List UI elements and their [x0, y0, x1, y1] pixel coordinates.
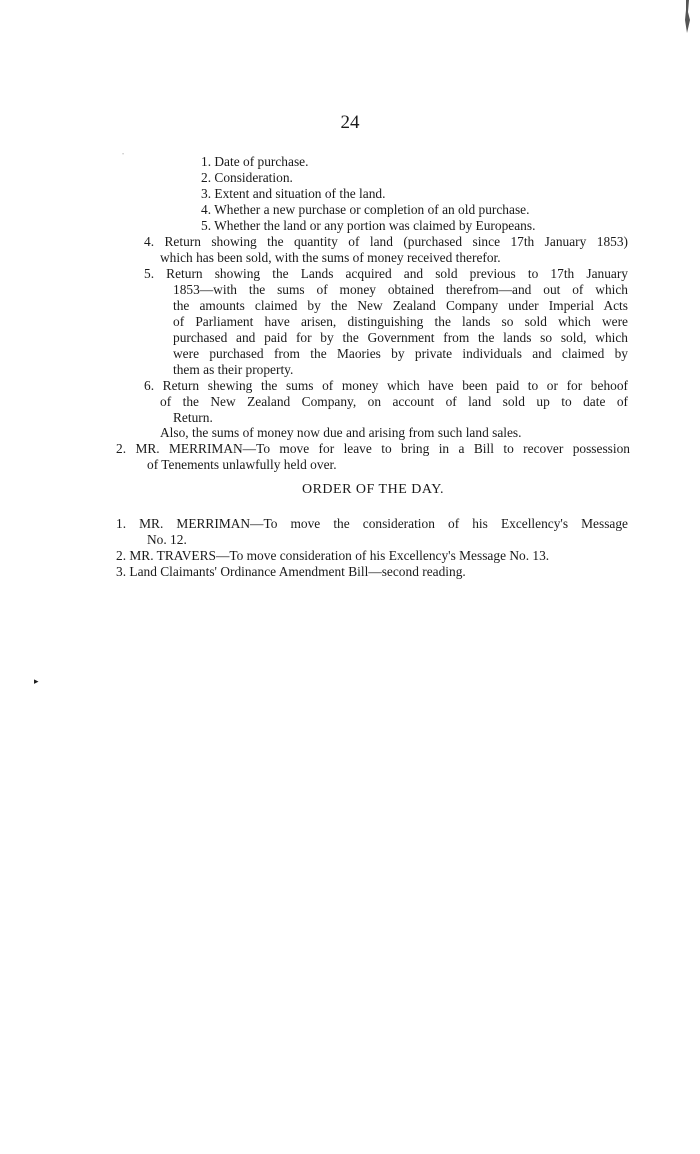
sub-item-european-claim: 5. Whether the land or any portion was claimed by Europeans. [201, 218, 536, 233]
return-5-line: the amounts claimed by the New Zealand Company under Imperial Acts [173, 298, 628, 313]
return-4-line: which has been sold, with the sums of money received therefor. [160, 250, 501, 265]
sub-item-purchase-type: 4. Whether a new purchase or completion of an old purchase. [201, 202, 530, 217]
motion-2-line: 2. MR. MERRIMAN—To move for leave to bring in a Bill to recover possession [116, 441, 630, 456]
margin-dot-icon: ▸ [34, 676, 39, 686]
sub-item-date: 1. Date of purchase. [201, 154, 309, 169]
return-5-line: 1853—with the sums of money obtained therefrom—and out of which [173, 282, 628, 297]
return-5-line: them as their property. [173, 362, 294, 377]
also-line: Also, the sums of money now due and arising from such land sales. [160, 425, 522, 440]
return-5-line: 5. Return showing the Lands acquired and sold previous to 17th January [144, 266, 628, 281]
return-4-line: 4. Return showing the quantity of land (purchased since 17th January 1853) [144, 234, 628, 249]
sub-item-extent: 3. Extent and situation of the land. [201, 186, 386, 201]
order-item-1: 1. MR. MERRIMAN—To move the consideration of his Excellency's Message [116, 516, 628, 531]
sub-item-consideration: 2. Consideration. [201, 170, 293, 185]
order-item-3: 3. Land Claimants' Ordinance Amendment Bill—second reading. [116, 564, 466, 579]
motion-2-line: of Tenements unlawfully held over. [147, 457, 337, 472]
margin-speck-icon: • [122, 152, 125, 158]
order-item-1-cont: No. 12. [147, 532, 187, 547]
return-5-line: of Parliament have arisen, distinguishing the lands so sold which were [173, 314, 628, 329]
return-6-line: Return. [173, 410, 213, 425]
return-6-line: 6. Return shewing the sums of money which have been paid to or for behoof [144, 378, 628, 393]
return-6-line: of the New Zealand Company, on account of land sold up to date of [160, 394, 628, 409]
return-5-line: were purchased from the Maories by private individuals and claimed by [173, 346, 628, 361]
order-item-2: 2. MR. TRAVERS—To move consideration of his Excellency's Message No. 13. [116, 548, 550, 563]
page-number: 24 [340, 112, 360, 133]
return-5-line: purchased and paid for by the Government from the lands so sold, which [173, 330, 628, 345]
scan-edge-mark [682, 0, 692, 34]
order-of-the-day-heading: ORDER OF THE DAY. [301, 482, 445, 497]
